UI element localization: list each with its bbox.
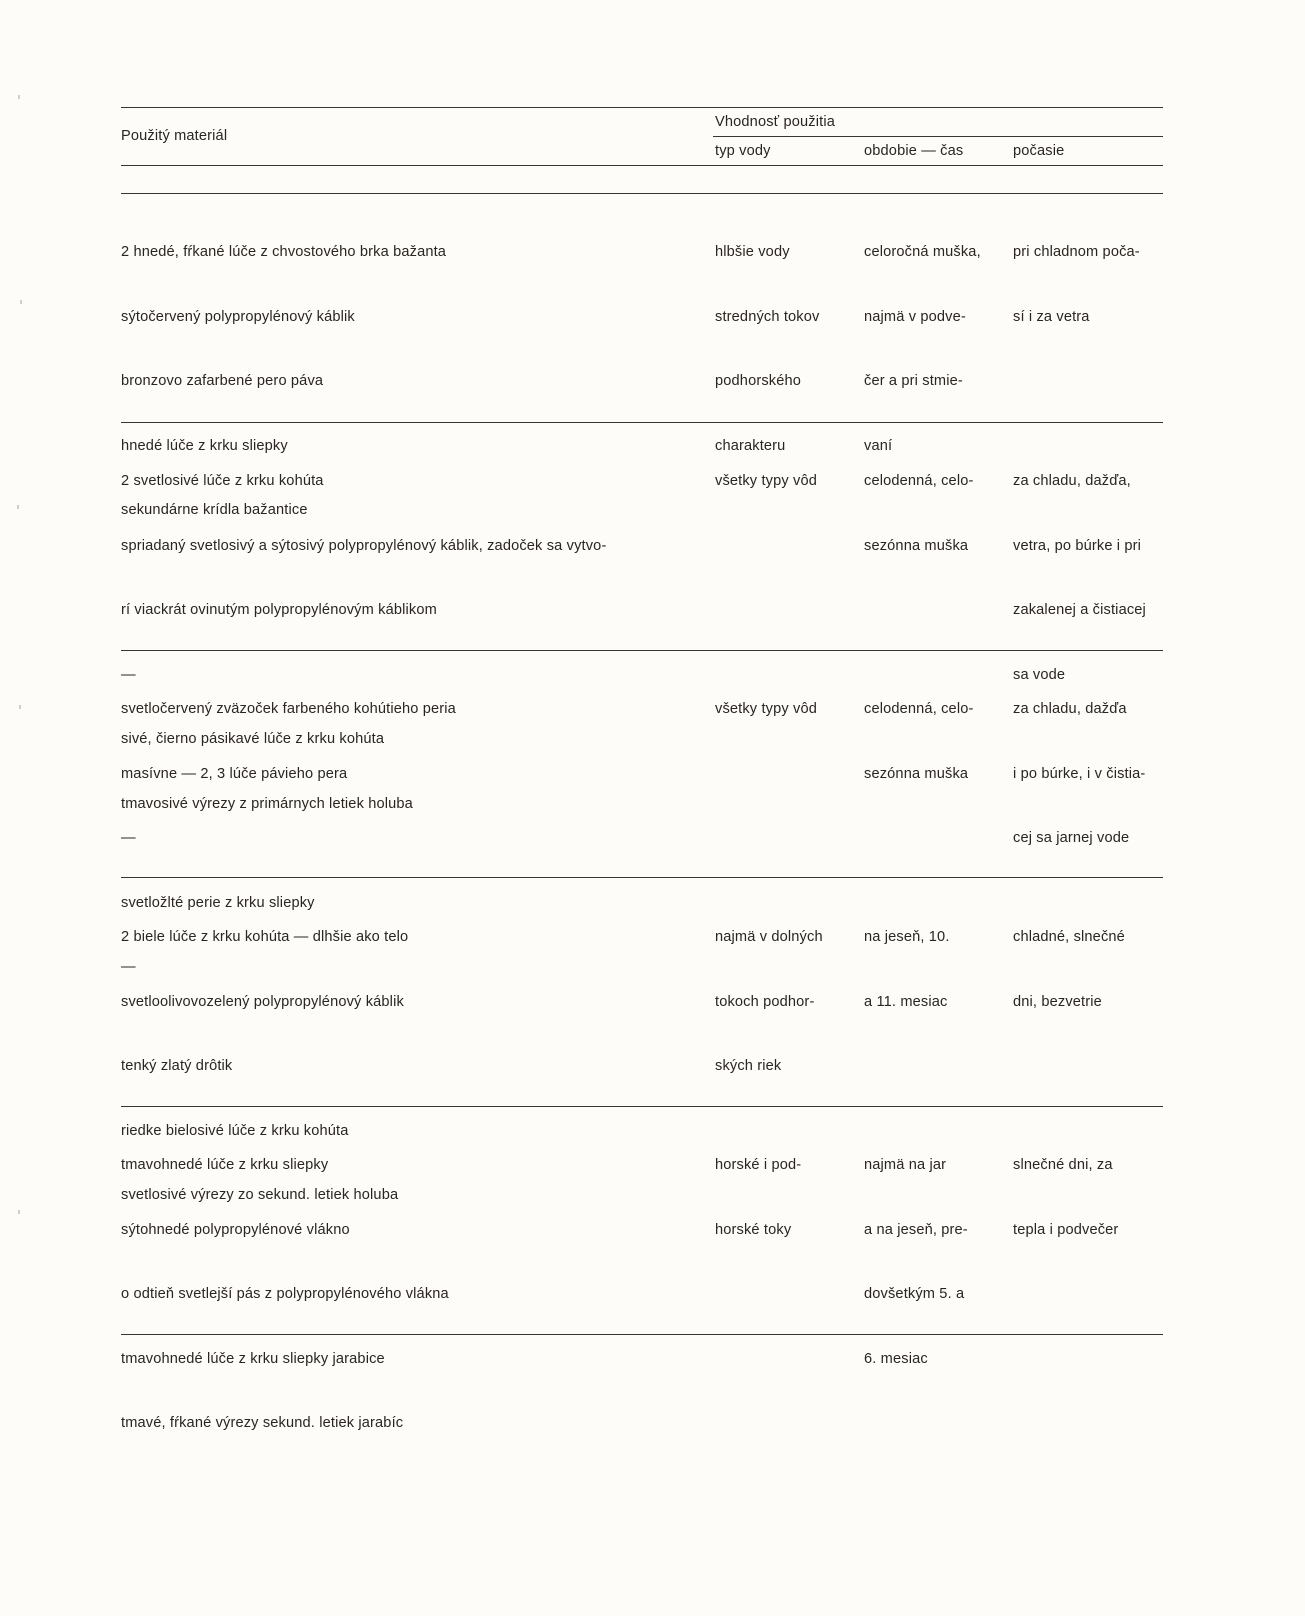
water-line: ských riek	[715, 1058, 782, 1074]
material-line: 2 svetlosivé lúče z krku kohúta	[121, 473, 324, 489]
period-line: vaní	[864, 437, 893, 454]
material-line: riedke bielosivé lúče z krku kohúta	[121, 1122, 349, 1139]
paper-speck	[19, 705, 21, 709]
row-4-weather	[1013, 884, 1125, 1056]
water-line: najmä v dolných	[715, 929, 823, 945]
header-sub-rule	[713, 136, 1163, 137]
weather-line: sí i za vetra	[1013, 308, 1090, 325]
water-line: horské i pod-	[715, 1157, 802, 1173]
row-5-water	[715, 1112, 801, 1284]
material-line: svetločervený zväzoček farbeného kohútieho peria	[121, 701, 456, 717]
water-line: stredných tokov	[715, 308, 820, 325]
row-5-material	[121, 1112, 449, 1478]
period-line: najmä na jar	[864, 1157, 947, 1173]
period-line: celoročná muška,	[864, 244, 981, 260]
period-line: dovšetkým 5. a	[864, 1286, 965, 1302]
weather-line: i po búrke, i v čistia-	[1013, 765, 1146, 782]
period-line: najmä v podve-	[864, 308, 966, 325]
header-water-type: typ vody	[715, 143, 771, 159]
row-2-water	[715, 428, 817, 536]
material-line: tmavohnedé lúče z krku sliepky	[121, 1157, 329, 1173]
material-line: svetlosivé výrezy zo sekund. letiek holuba	[121, 1187, 399, 1203]
water-line: hlbšie vody	[715, 244, 790, 260]
header-material: Použitý materiál	[121, 128, 228, 144]
period-line: sezónna muška	[864, 765, 969, 782]
table-top-rule	[121, 107, 1163, 108]
material-line: tmavosivé výrezy z primárnych letiek holuba	[121, 795, 413, 812]
water-line: podhorského	[715, 373, 802, 389]
body-top-rule	[121, 193, 1163, 194]
row-4-period	[864, 884, 950, 1056]
material-line: sekundárne krídla bažantice	[121, 502, 308, 518]
header-bottom-rule	[121, 165, 1163, 166]
material-line: tmavohnedé lúče z krku sliepky jarabice	[121, 1350, 385, 1367]
material-line: masívne — 2, 3 lúče pávieho pera	[121, 765, 348, 782]
row-2-period	[864, 428, 974, 600]
material-line: o odtieň svetlejší pás z polypropylénového vlákna	[121, 1286, 449, 1302]
weather-line: sa vode	[1013, 666, 1066, 683]
material-line: tenký zlatý drôtik	[121, 1058, 233, 1074]
water-line: horské toky	[715, 1221, 792, 1238]
paper-speck	[18, 95, 20, 99]
material-line: sýtohnedé polypropylénové vlákno	[121, 1221, 350, 1238]
weather-line: za chladu, dažďa	[1013, 701, 1127, 717]
water-line: všetky typy vôd	[715, 701, 818, 717]
material-line: hnedé lúče z krku sliepky	[121, 437, 288, 454]
material-line: sýtočervený polypropylénový káblik	[121, 308, 355, 325]
row-5-period	[864, 1112, 968, 1413]
period-line: celodenná, celo-	[864, 701, 974, 717]
material-line: spriadaný svetlosivý a sýtosivý polypropylénový káblik, zadoček sa vytvo-	[121, 537, 607, 554]
weather-line: slnečné dni, za	[1013, 1157, 1113, 1173]
material-line: —	[121, 830, 136, 846]
material-line: sivé, čierno pásikavé lúče z krku kohúta	[121, 731, 385, 747]
weather-line: vetra, po búrke i pri	[1013, 537, 1142, 554]
weather-line: zakalenej a čistiacej	[1013, 602, 1146, 618]
period-line: 6. mesiac	[864, 1350, 928, 1367]
period-line: celodenná, celo-	[864, 473, 974, 489]
row-3-period	[864, 656, 974, 828]
row-1-weather	[1013, 199, 1140, 371]
header-suitability: Vhodnosť použitia	[715, 114, 835, 130]
water-line: tokoch podhor-	[715, 993, 815, 1010]
paper-speck	[20, 300, 22, 304]
water-line: charakteru	[715, 437, 786, 454]
water-line: všetky typy vôd	[715, 473, 818, 489]
weather-line: pri chladnom poča-	[1013, 244, 1140, 260]
material-line: svetložlté perie z krku sliepky	[121, 894, 315, 911]
weather-line: chladné, slnečné	[1013, 929, 1125, 945]
row-3-weather	[1013, 656, 1145, 893]
period-line: sezónna muška	[864, 537, 969, 554]
material-line: bronzovo zafarbené pero páva	[121, 373, 324, 389]
period-line: čer a pri stmie-	[864, 373, 963, 389]
paper-speck	[17, 505, 19, 509]
period-line: a 11. mesiac	[864, 993, 948, 1010]
header-weather: počasie	[1013, 143, 1065, 159]
weather-line: za chladu, dažďa,	[1013, 473, 1131, 489]
paper-speck	[18, 1210, 20, 1214]
material-line: 2 hnedé, fŕkané lúče z chvostového brka bažanta	[121, 244, 447, 260]
row-4-water	[715, 884, 823, 1121]
material-line: —	[121, 959, 136, 975]
row-5-weather	[1013, 1112, 1118, 1284]
header-period: obdobie — čas	[864, 143, 964, 159]
material-line: rí viackrát ovinutým polypropylénovým káblikom	[121, 602, 437, 618]
weather-line: cej sa jarnej vode	[1013, 830, 1130, 846]
material-line: tmavé, fŕkané výrezy sekund. letiek jarabíc	[121, 1415, 404, 1431]
material-line: 2 biele lúče z krku kohúta — dlhšie ako telo	[121, 929, 409, 945]
material-line: —	[121, 666, 136, 683]
period-line: na jeseň, 10.	[864, 929, 950, 945]
weather-line: dni, bezvetrie	[1013, 993, 1102, 1010]
material-line: svetloolivovozelený polypropylénový káblik	[121, 993, 404, 1010]
weather-line: tepla i podvečer	[1013, 1221, 1119, 1238]
period-line: a na jeseň, pre-	[864, 1221, 968, 1238]
row-3-water	[715, 656, 817, 764]
